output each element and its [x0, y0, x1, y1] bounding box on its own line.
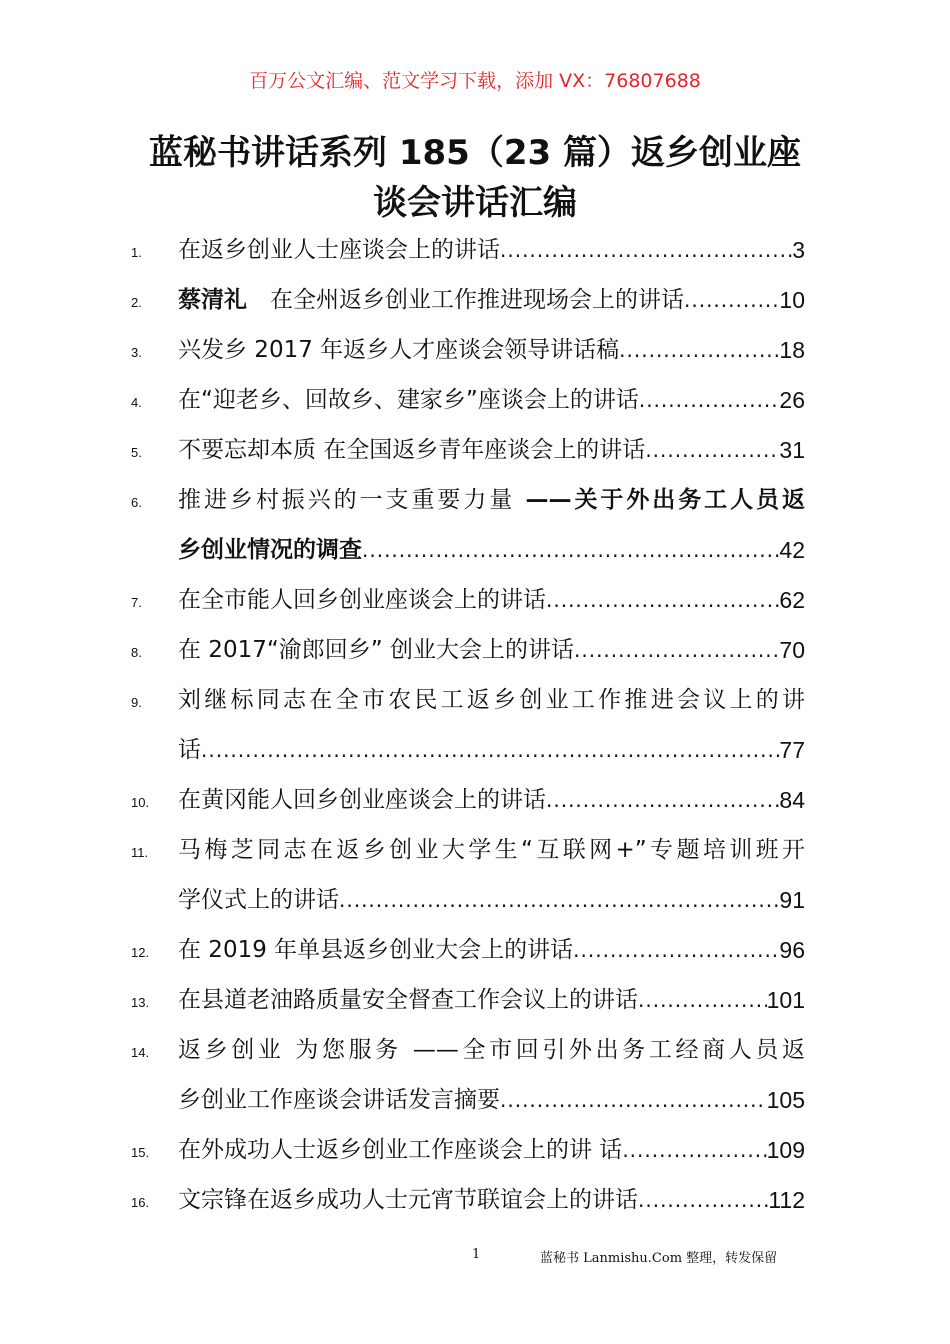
- entry-text: 文宗锋在返乡成功人士元宵节联谊会上的讲话: [178, 1187, 638, 1213]
- toc-entry[interactable]: [0, 575, 950, 625]
- entry-text: 学仪式上的讲话: [178, 887, 339, 913]
- entry-line: [178, 675, 805, 725]
- entry-text: 在全市能人回乡创业座谈会上的讲话: [178, 587, 546, 613]
- toc-entry[interactable]: [0, 425, 950, 475]
- entry-text: 在黄冈能人回乡创业座谈会上的讲话: [178, 787, 546, 813]
- entry-line: [178, 225, 805, 275]
- entry-line: [178, 1125, 805, 1175]
- entry-line: [178, 875, 805, 925]
- entry-page-number: 84: [779, 787, 805, 813]
- entry-page-number: 105: [766, 1087, 805, 1113]
- dot-leader: [573, 925, 779, 975]
- dot-leader: [546, 575, 779, 625]
- entry-page-number: 26: [779, 387, 805, 413]
- entry-text: 在 2019 年单县返乡创业大会上的讲话: [178, 937, 574, 963]
- entry-line: [178, 425, 805, 475]
- entry-line: [178, 925, 805, 975]
- entry-page-number: 42: [779, 537, 805, 563]
- dot-leader: [574, 625, 779, 675]
- entry-text: 在返乡创业人士座谈会上的讲话: [178, 237, 500, 263]
- entry-line: [178, 525, 805, 575]
- entry-text: 推进乡村振兴的一支重要力量: [178, 487, 526, 513]
- entry-line: [178, 475, 805, 525]
- entry-line: [178, 825, 805, 875]
- entry-page-number: 91: [779, 887, 805, 913]
- entry-text: ——关于外出务工人员返: [525, 487, 805, 513]
- entry-text: 马梅芝同志在返乡创业大学生“互联网+”专题培训班开: [178, 837, 805, 863]
- entry-line: [178, 775, 805, 825]
- entry-text: 刘继标同志在全市农民工返乡创业工作推进会议上的讲: [178, 687, 805, 713]
- dot-leader: [362, 525, 779, 575]
- entry-line: [178, 1075, 805, 1125]
- dot-leader: [339, 875, 779, 925]
- dot-leader: [500, 1075, 767, 1125]
- entry-text: 乡创业工作座谈会讲话发言摘要: [178, 1087, 500, 1113]
- entry-text: 在县道老油路质量安全督查工作会议上的讲话: [178, 987, 638, 1013]
- entry-number: 6.: [131, 495, 142, 510]
- entry-text: 兴发乡 2017 年返乡人才座谈会领导讲话稿: [178, 337, 620, 363]
- entry-page-number: 18: [779, 337, 805, 363]
- entry-number: 10.: [131, 795, 150, 810]
- dot-leader: [201, 725, 779, 775]
- title-line-2: 谈会讲话汇编: [373, 183, 577, 223]
- entry-text: 在外成功人士返乡创业工作座谈会上的讲 话: [178, 1137, 623, 1163]
- entry-number: 15.: [131, 1145, 150, 1160]
- toc-entry[interactable]: [0, 975, 950, 1025]
- dot-leader: [622, 1125, 766, 1175]
- entry-line: [178, 975, 805, 1025]
- document-title: [140, 128, 810, 228]
- entry-text: 在“迎老乡、回故乡、建家乡”座谈会上的讲话: [178, 387, 639, 413]
- dot-leader: [684, 275, 779, 325]
- dot-leader: [500, 225, 792, 275]
- entry-page-number: 77: [779, 737, 805, 763]
- entry-number: 14.: [131, 1045, 150, 1060]
- entry-text: 在 2017“渝郎回乡” 创业大会上的讲话: [178, 637, 574, 663]
- entry-page-number: 10: [779, 287, 805, 313]
- entry-number: 9.: [131, 695, 142, 710]
- entry-text: 不要忘却本质 在全国返乡青年座谈会上的讲话: [178, 437, 646, 463]
- entry-page-number: 3: [792, 237, 805, 263]
- entry-text: 话: [178, 737, 201, 763]
- entry-number: 3.: [131, 345, 142, 360]
- entry-number: 4.: [131, 395, 142, 410]
- entry-line: [178, 725, 805, 775]
- toc-entry[interactable]: [0, 825, 950, 925]
- entry-number: 13.: [131, 995, 150, 1010]
- entry-number: 7.: [131, 595, 142, 610]
- toc-entry[interactable]: [0, 275, 950, 325]
- dot-leader: [638, 975, 767, 1025]
- entry-page-number: 31: [779, 437, 805, 463]
- toc-entry[interactable]: [0, 475, 950, 575]
- dot-leader: [645, 425, 779, 475]
- toc-entry[interactable]: [0, 775, 950, 825]
- entry-number: 12.: [131, 945, 150, 960]
- entry-line: [178, 375, 805, 425]
- toc-entry[interactable]: [0, 1125, 950, 1175]
- entry-page-number: 101: [766, 987, 805, 1013]
- entry-number: 8.: [131, 645, 142, 660]
- entry-line: [178, 275, 805, 325]
- entry-page-number: 62: [779, 587, 805, 613]
- dot-leader: [638, 1175, 768, 1225]
- entry-number: 11.: [131, 845, 149, 860]
- entry-number: 5.: [131, 445, 142, 460]
- dot-leader: [619, 325, 779, 375]
- entry-page-number: 96: [779, 937, 805, 963]
- entry-number: 16.: [131, 1195, 150, 1210]
- entry-number: 2.: [131, 295, 142, 310]
- footer-note: 蓝秘书 Lanmishu.Com 整理，转发保留: [540, 1251, 778, 1266]
- entry-text: 蔡清礼: [178, 287, 247, 313]
- entry-number: 1.: [131, 245, 142, 260]
- table-of-contents: [0, 225, 950, 1225]
- toc-entry[interactable]: [0, 625, 950, 675]
- entry-text: 在全州返乡创业工作推进现场会上的讲话: [247, 287, 684, 313]
- dot-leader: [546, 775, 779, 825]
- toc-entry[interactable]: [0, 325, 950, 375]
- toc-entry[interactable]: [0, 1025, 950, 1125]
- entry-line: [178, 625, 805, 675]
- toc-entry[interactable]: [0, 925, 950, 975]
- dot-leader: [639, 375, 780, 425]
- entry-text: 返乡创业 为您服务 ——全市回引外出务工经商人员返: [178, 1037, 805, 1063]
- title-line-1: 蓝秘书讲话系列 185（23 篇）返乡创业座: [149, 133, 801, 173]
- entry-page-number: 112: [768, 1187, 805, 1213]
- entry-text: 乡创业情况的调查: [178, 537, 362, 563]
- toc-entry[interactable]: [0, 1175, 950, 1225]
- entry-line: [178, 1025, 805, 1075]
- toc-entry[interactable]: [0, 375, 950, 425]
- entry-line: [178, 325, 805, 375]
- entry-page-number: 109: [766, 1137, 805, 1163]
- toc-entry[interactable]: [0, 225, 950, 275]
- toc-entry[interactable]: [0, 675, 950, 775]
- entry-page-number: 70: [779, 637, 805, 663]
- entry-line: [178, 1175, 805, 1225]
- promo-banner: 百万公文汇编、范文学习下载，添加 VX：76807688: [249, 70, 701, 92]
- entry-line: [178, 575, 805, 625]
- page-number: 1: [472, 1247, 481, 1262]
